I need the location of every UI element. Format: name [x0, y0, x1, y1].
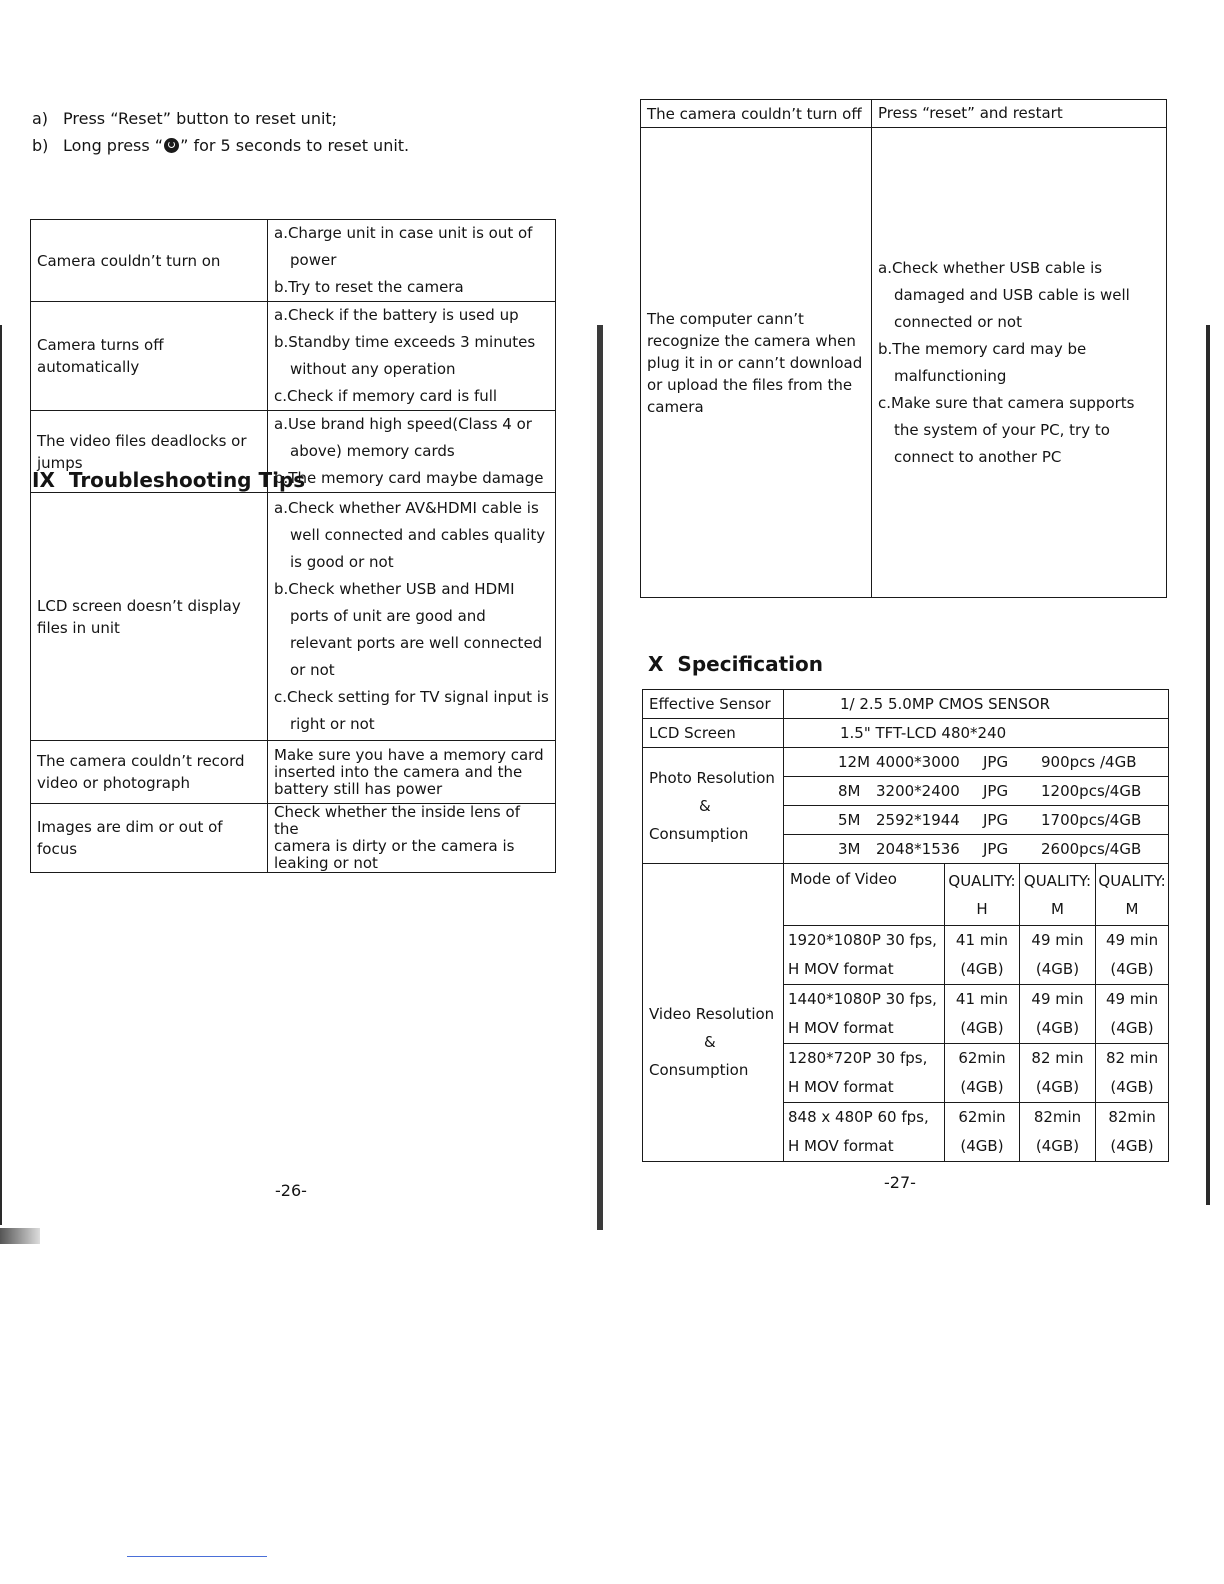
video-duration: [1020, 926, 1096, 985]
problem-cell: [31, 220, 268, 302]
video-header-row: [643, 864, 1169, 926]
solution-line: right or not: [290, 715, 375, 733]
problem-cell: [641, 128, 872, 598]
problem-text: The camera couldn’t turn off: [647, 104, 862, 123]
cell-line: 82 min: [1031, 1049, 1084, 1067]
solution-line: c.Make sure that camera supports: [878, 393, 1135, 412]
cell-line: (4GB): [960, 1019, 1004, 1037]
troubleshooting-row: [31, 220, 556, 302]
problem-cell: [31, 302, 268, 411]
reset-step-b: [32, 136, 409, 155]
solution-cell: [268, 302, 556, 411]
quality-header-line: QUALITY:: [1023, 871, 1092, 890]
solution-line: connected or not: [894, 312, 1022, 331]
photo-count: 1200pcs/4GB: [1041, 782, 1142, 800]
problem-cell: [31, 804, 268, 873]
troubleshooting-row: [641, 100, 1167, 128]
quality-header-line: QUALITY:: [948, 871, 1016, 890]
quality-header: [1020, 864, 1096, 926]
troubleshooting-row: [31, 804, 556, 873]
label-line: Photo Resolution: [649, 768, 775, 787]
video-duration: [945, 926, 1020, 985]
cell-line: (4GB): [1110, 1078, 1154, 1096]
photo-size: 8M: [838, 782, 861, 800]
video-duration: [945, 985, 1020, 1044]
solution-cell: [268, 804, 556, 873]
step-label: a): [32, 109, 49, 128]
troubleshooting-row: [31, 411, 556, 493]
problem-cell: [31, 741, 268, 804]
solution-line: b.The memory card maybe damage: [274, 469, 544, 487]
solution-cell: [872, 128, 1167, 598]
solution-line: leaking or not: [274, 854, 378, 872]
solution-line: a.Check whether AV&HDMI cable is: [274, 499, 539, 517]
photo-format: JPG: [983, 840, 1009, 858]
troubleshooting-row: [31, 493, 556, 741]
photo-res: 2048*1536: [876, 840, 960, 858]
reset-step-a: [32, 109, 337, 128]
cell-line: 848 x 480P 60 fps,: [788, 1108, 929, 1126]
cell-line: (4GB): [1035, 1137, 1080, 1155]
solution-line: relevant ports are well connected: [290, 634, 543, 652]
video-resolution-label: [643, 864, 784, 1162]
solution-line: Check whether the inside lens of the: [274, 803, 520, 838]
photo-resolution-value: [784, 835, 1169, 864]
photo-resolution-value: [784, 777, 1169, 806]
cell-line: H MOV format: [788, 1078, 894, 1096]
problem-text: Images are dim or out of focus: [37, 818, 223, 858]
troubleshooting-row: [31, 302, 556, 411]
solution-line: a.Use brand high speed(Class 4 or: [274, 415, 532, 433]
cell-line: 62min: [958, 1049, 1006, 1067]
video-duration: [1020, 985, 1096, 1044]
label-line: &: [704, 1032, 716, 1051]
photo-count: 900pcs /4GB: [1041, 753, 1137, 771]
cell-line: 49 min: [1105, 931, 1159, 949]
video-mode: [784, 1103, 945, 1162]
section-number: X: [648, 652, 664, 676]
solution-line: battery still has power: [274, 779, 443, 798]
solution-cell: [268, 220, 556, 302]
cell-line: (4GB): [1110, 1137, 1154, 1155]
page-number: -27-: [884, 1173, 916, 1192]
quality-header: [1096, 864, 1169, 926]
solution-line: b.Try to reset the camera: [274, 278, 464, 296]
solution-line: power: [290, 251, 337, 269]
quality-header: [945, 864, 1020, 926]
photo-size: 3M: [838, 840, 861, 858]
solution-line: a.Charge unit in case unit is out of: [274, 224, 533, 242]
cell-line: 1920*1080P 30 fps,: [788, 931, 937, 949]
mode-header: Mode of Video: [784, 864, 945, 926]
video-mode: [784, 985, 945, 1044]
step-text: Press “Reset” button to reset unit;: [63, 109, 338, 128]
problem-text: The video files deadlocks or jumps: [37, 431, 247, 472]
photo-resolution-value: [784, 748, 1169, 777]
step-text-before: Long press “: [63, 136, 164, 155]
quality-header-line: M: [1125, 899, 1139, 918]
photo-res: 4000*3000: [876, 753, 960, 771]
cell-line: 82 min: [1105, 1049, 1159, 1067]
troubleshooting-row: [641, 128, 1167, 598]
cell-line: H MOV format: [788, 1019, 894, 1037]
problem-cell: [31, 493, 268, 741]
video-duration: [1096, 1044, 1169, 1103]
spec-row-effective-sensor: [643, 690, 1169, 719]
spec-label: LCD Screen: [643, 719, 784, 748]
label-line: &: [699, 796, 711, 815]
power-icon: [164, 138, 179, 153]
problem-text: Camera turns off automatically: [37, 336, 164, 376]
solution-line: well connected and cables quality: [290, 526, 546, 544]
cell-line: H MOV format: [788, 960, 894, 978]
solution-line: a.Check if the battery is used up: [274, 306, 519, 324]
problem-cell: [641, 100, 872, 128]
cell-line: (4GB): [960, 1137, 1004, 1155]
section-heading: Troubleshooting Tips: [68, 468, 306, 492]
label-line: Consumption: [649, 824, 749, 843]
solution-line: Make sure you have a memory card: [274, 745, 544, 764]
photo-format: JPG: [983, 753, 1009, 771]
video-duration: [1096, 926, 1169, 985]
solution-line: b.Check whether USB and HDMI: [274, 580, 515, 598]
section-number: IX: [32, 468, 55, 492]
specification-table: [642, 689, 1169, 1162]
solution-line: above) memory cards: [290, 442, 455, 460]
problem-text: LCD screen doesn’t display files in unit: [37, 596, 241, 637]
photo-format: JPG: [983, 782, 1009, 800]
page-number: -26-: [275, 1181, 307, 1200]
video-mode: [784, 926, 945, 985]
problem-text: Camera couldn’t turn on: [37, 251, 221, 270]
spec-value: 1/ 2.5 5.0MP CMOS SENSOR: [784, 690, 1169, 719]
video-duration: [945, 1044, 1020, 1103]
cell-line: (4GB): [1035, 1078, 1080, 1096]
solution-line: malfunctioning: [894, 366, 1007, 385]
photo-resolution-label: [643, 748, 784, 864]
cell-line: 49 min: [1105, 990, 1159, 1008]
solution-line: Press “reset” and restart: [878, 104, 1063, 122]
solution-line: or not: [290, 661, 335, 679]
cell-line: 41 min: [955, 990, 1009, 1008]
photo-resolution-value: [784, 806, 1169, 835]
cell-line: (4GB): [1110, 960, 1154, 978]
solution-line: b.Standby time exceeds 3 minutes: [274, 333, 536, 351]
section-title-specification: [648, 652, 823, 676]
spec-label: Effective Sensor: [643, 690, 784, 719]
cell-line: 1280*720P 30 fps,: [788, 1049, 928, 1067]
solution-line: c.Check if memory card is full: [274, 387, 498, 405]
photo-count: 1700pcs/4GB: [1041, 811, 1142, 829]
solution-line: is good or not: [290, 553, 394, 571]
video-duration: [1020, 1044, 1096, 1103]
solution-line: the system of your PC, try to: [894, 420, 1110, 439]
quality-header-line: H: [976, 899, 988, 918]
cell-line: 1440*1080P 30 fps,: [788, 990, 937, 1008]
solution-line: a.Check whether USB cable is: [878, 258, 1103, 277]
solution-line: ports of unit are good and: [290, 607, 486, 625]
troubleshooting-table: [30, 219, 556, 873]
video-mode: [784, 1044, 945, 1103]
spec-value: 1.5" TFT-LCD 480*240: [784, 719, 1169, 748]
cell-line: (4GB): [1110, 1019, 1154, 1037]
video-duration: [945, 1103, 1020, 1162]
cell-line: H MOV format: [788, 1137, 894, 1155]
step-label: b): [32, 136, 49, 155]
problem-text: The computer cann’t recognize the camera when plug it in or cann’t download or upload the files from the camera: [647, 309, 863, 416]
spec-row-photo-resolution: [643, 748, 1169, 777]
cell-line: (4GB): [1035, 1019, 1080, 1037]
cell-line: (4GB): [1035, 960, 1080, 978]
video-duration: [1096, 1103, 1169, 1162]
quality-header-line: QUALITY:: [1098, 871, 1166, 890]
photo-count: 2600pcs/4GB: [1041, 840, 1142, 858]
solution-cell: [268, 741, 556, 804]
quality-header-line: M: [1051, 899, 1064, 918]
solution-line: connect to another PC: [894, 447, 1062, 466]
section-heading: Specification: [677, 652, 823, 676]
solution-cell: [268, 493, 556, 741]
cell-line: 49 min: [1031, 931, 1084, 949]
spec-row-lcd-screen: [643, 719, 1169, 748]
cell-line: 49 min: [1031, 990, 1084, 1008]
solution-line: camera is dirty or the camera is: [274, 837, 515, 855]
photo-res: 2592*1944: [876, 811, 960, 829]
troubleshooting-row: [31, 741, 556, 804]
video-duration: [1096, 985, 1169, 1044]
cell-line: 62min: [958, 1108, 1006, 1126]
solution-line: c.Check setting for TV signal input is: [274, 688, 549, 706]
photo-size: 12M: [838, 753, 871, 771]
solution-cell: [872, 100, 1167, 128]
cell-line: 41 min: [955, 931, 1009, 949]
solution-line: inserted into the camera and the: [274, 762, 523, 781]
troubleshooting-table-continued: [640, 99, 1167, 598]
step-text-after: ” for 5 seconds to reset unit.: [180, 136, 410, 155]
solution-line: b.The memory card may be: [878, 339, 1087, 358]
problem-cell: [31, 411, 268, 493]
problem-text: The camera couldn’t record video or photograph: [37, 752, 245, 792]
cell-line: (4GB): [960, 960, 1004, 978]
photo-size: 5M: [838, 811, 861, 829]
solution-line: without any operation: [290, 360, 456, 378]
video-duration: [1020, 1103, 1096, 1162]
cell-line: (4GB): [960, 1078, 1004, 1096]
solution-cell: [268, 411, 556, 493]
photo-format: JPG: [983, 811, 1009, 829]
page-26: [0, 0, 600, 1584]
cell-line: 82min: [1108, 1108, 1156, 1126]
label-line: Video Resolution: [649, 1004, 775, 1023]
solution-line: damaged and USB cable is well: [894, 285, 1130, 304]
photo-res: 3200*2400: [876, 782, 960, 800]
label-line: Consumption: [649, 1060, 749, 1079]
cell-line: 82min: [1033, 1108, 1082, 1126]
